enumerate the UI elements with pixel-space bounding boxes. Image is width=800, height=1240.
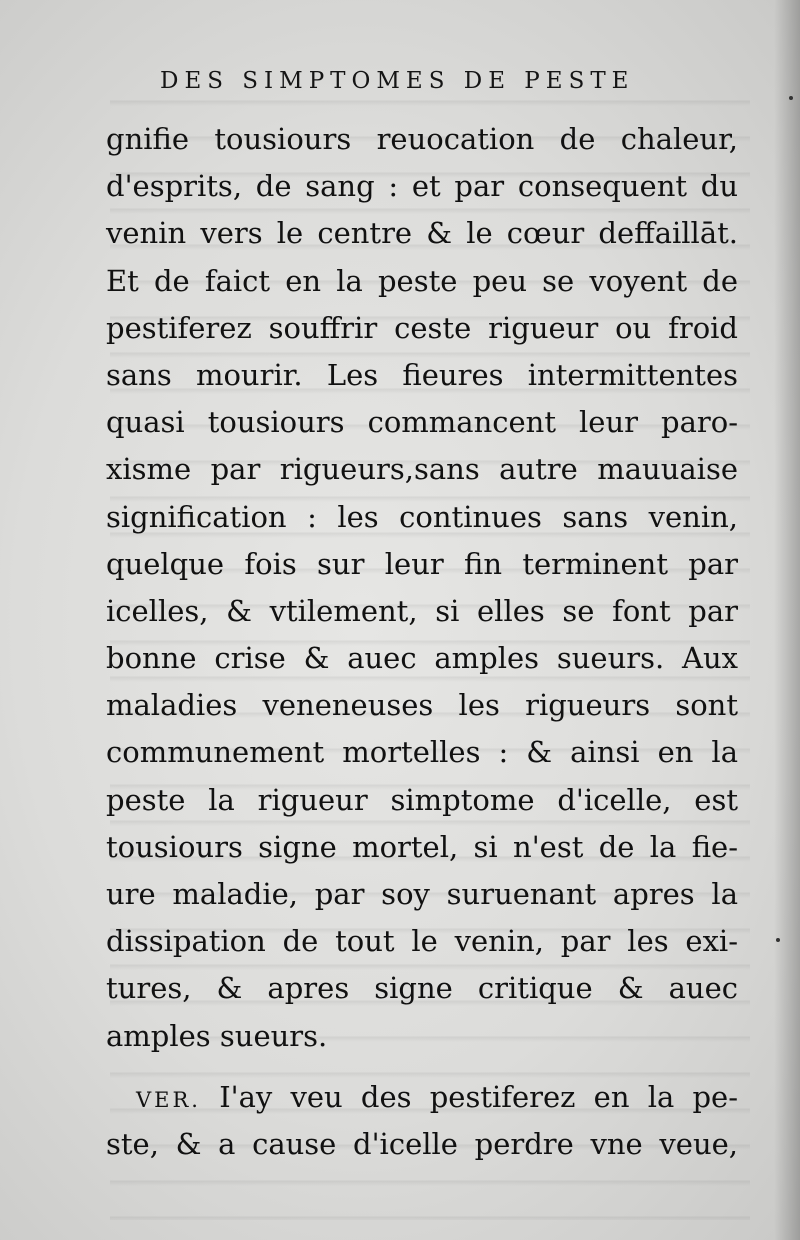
text-line: amples sueurs.	[106, 1018, 328, 1053]
paragraph-first-line	[106, 1074, 738, 1121]
text-line: quasi tousiours commancent leur paro-	[106, 405, 738, 440]
speaker-label: VER.	[136, 1087, 201, 1112]
text-line: quelque fois sur leur fin terminent par	[106, 546, 738, 581]
text-line: sans mourir. Les fieures intermittentes	[106, 357, 738, 392]
page-edge-shadow	[774, 0, 800, 1240]
paragraph-first-line-text: I'ay veu des pestiferez en la pe-	[219, 1079, 738, 1114]
text-line: tousiours signe mortel, si n'est de la fie-	[106, 829, 738, 864]
text-line: icelles, & vtilement, si elles se font par	[106, 593, 738, 628]
text-line: tures, & apres signe critique & auec	[106, 971, 738, 1006]
text-line: gnifie tousiours reuocation de chaleur,	[106, 122, 738, 156]
text-line: peste la rigueur simptome d'icelle, est	[106, 782, 738, 817]
text-line: Et de faict en la peste peu se voyent de	[106, 263, 738, 298]
text-line: d'esprits, de sang : et par consequent du	[106, 169, 738, 204]
text-line: maladies veneneuses les rigueurs sont	[106, 688, 738, 723]
text-line: xisme par rigueurs,sans autre mauuaise	[106, 452, 738, 487]
text-line: bonne crise & auec amples sueurs. Aux	[106, 641, 738, 676]
text-line: ste, & a cause d'icelle perdre vne veue,	[106, 1126, 738, 1161]
speck-mark	[776, 938, 780, 942]
text-line: pestiferez souffrir ceste rigueur ou froid	[106, 310, 738, 345]
text-line: dissipation de tout le venin, par les exi-	[106, 924, 738, 959]
body-text	[106, 116, 738, 1168]
text-line: ure maladie, par soy suruenant apres la	[106, 877, 738, 911]
paragraph-gap	[106, 1060, 738, 1074]
text-line: communement mortelles : & ainsi en la	[106, 735, 738, 770]
speck-mark	[789, 96, 793, 100]
text-line: signification : les continues sans venin,	[106, 499, 738, 534]
running-head: DES SIMPTOMES DE PESTE	[160, 68, 635, 94]
text-line: venin vers le centre & le cœur deffaillāt.	[106, 216, 738, 251]
